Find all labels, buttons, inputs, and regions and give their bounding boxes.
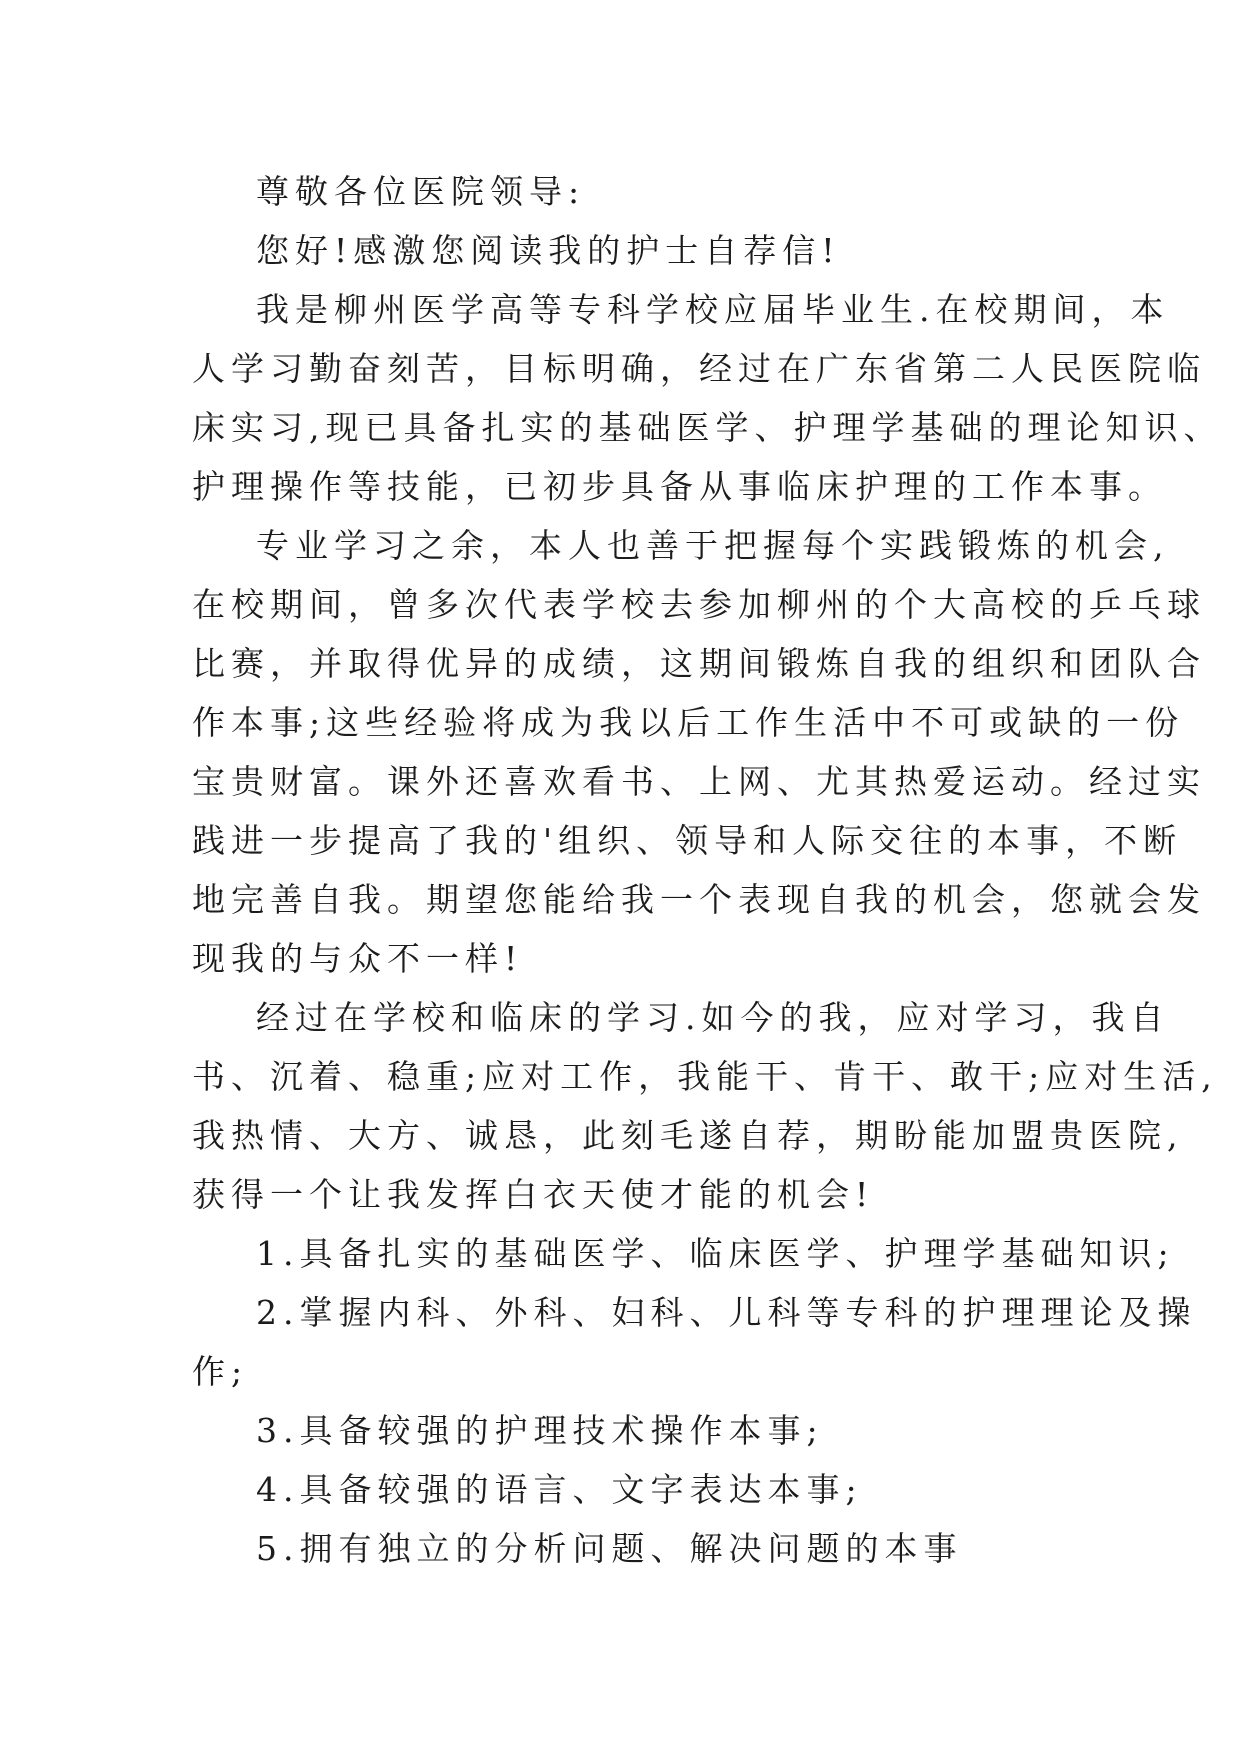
paragraph-intro	[192, 280, 1223, 516]
paragraph-line: 获得一个让我发挥白衣天使才能的机会!	[192, 1175, 875, 1214]
list-item-continuation: 作;	[192, 1352, 249, 1391]
paragraph-line: 在校期间，曾多次代表学校去参加柳州的个大高校的乒乓球	[192, 585, 1206, 624]
paragraph-line: 我热情、大方、诚恳，此刻毛遂自荐，期盼能加盟贵医院,	[192, 1116, 1184, 1155]
paragraph-practice	[192, 516, 1206, 988]
paragraph-line: 践进一步提高了我的'组织、领导和人际交往的本事，不断	[192, 821, 1183, 860]
paragraph-line: 现我的与众不一样!	[192, 939, 524, 978]
paragraph-line: 床实习,现已具备扎实的基础医学、护理学基础的理论知识、	[192, 408, 1223, 447]
paragraph-line: 宝贵财富。课外还喜欢看书、上网、尤其热爱运动。经过实	[192, 762, 1206, 801]
paragraph-line: 地完善自我。期望您能给我一个表现自我的机会，您就会发	[192, 880, 1206, 919]
paragraph-line: 书、沉着、稳重;应对工作，我能干、肯干、敢干;应对生活,	[192, 1057, 1218, 1096]
letter-body	[192, 162, 1223, 1578]
paragraph-line: 作本事;这些经验将成为我以后工作生活中不可或缺的一份	[192, 703, 1185, 742]
list-item: 3.具备较强的护理技术操作本事;	[256, 1411, 824, 1450]
paragraph-line: 比赛，并取得优异的成绩，这期间锻炼自我的组织和团队合	[192, 644, 1206, 683]
list-item: 1.具备扎实的基础医学、临床医学、护理学基础知识;	[256, 1234, 1175, 1273]
list-item: 2.掌握内科、外科、妇科、儿科等专科的护理理论及操	[256, 1293, 1197, 1332]
paragraph-line: 专业学习之余，本人也善于把握每个实践锻炼的机会,	[256, 526, 1170, 565]
list-item: 4.具备较强的语言、文字表达本事;	[256, 1470, 863, 1509]
greeting: 您好!感激您阅读我的护士自荐信!	[256, 231, 841, 270]
paragraph-line: 护理操作等技能，已初步具备从事临床护理的工作本事。	[192, 467, 1167, 506]
list-item: 5.拥有独立的分析问题、解决问题的本事	[256, 1529, 963, 1568]
salutation: 尊敬各位医院领导:	[256, 172, 586, 211]
paragraph-line: 人学习勤奋刻苦，目标明确，经过在广东省第二人民医院临	[192, 349, 1206, 388]
paragraph-summary	[192, 988, 1218, 1224]
skills-list	[192, 1224, 1197, 1578]
paragraph-line: 经过在学校和临床的学习.如今的我，应对学习，我自	[256, 998, 1170, 1037]
paragraph-line: 我是柳州医学高等专科学校应届毕业生.在校期间，本	[256, 290, 1170, 329]
